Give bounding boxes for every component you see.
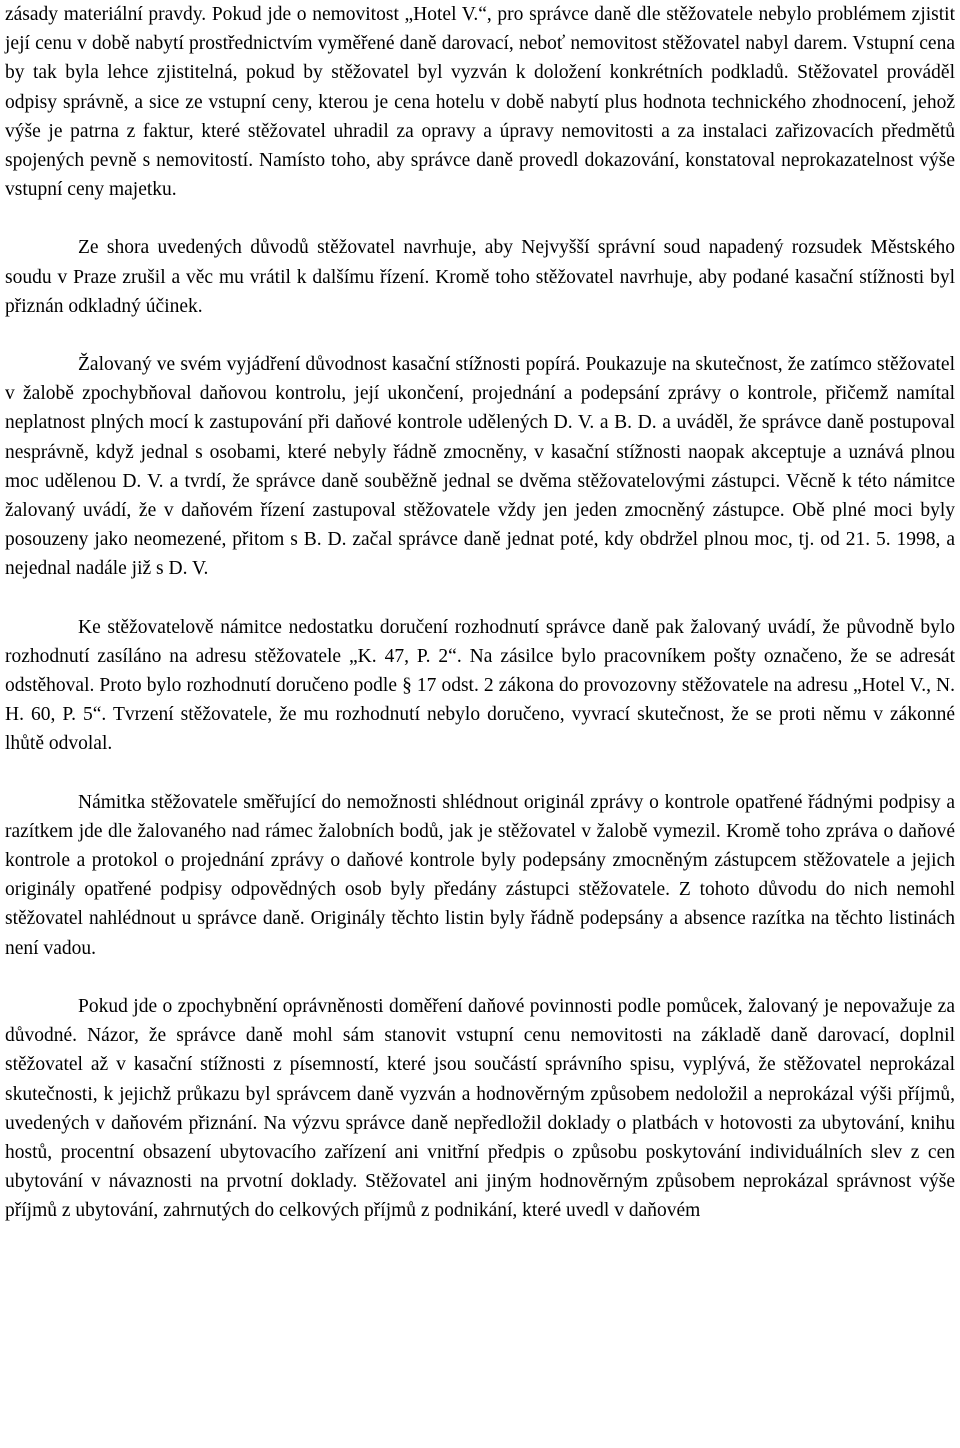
paragraph-gap bbox=[5, 204, 955, 233]
paragraph-gap bbox=[5, 584, 955, 613]
paragraph-5: Námitka stěžovatele směřující do nemožnosti shlédnout originál zprávy o kontrole opatřené řádnými podpisy a razítkem jde dle žalovaného nad rámec žalobních bodů, jak je stěžovatel v žalobě vymezil. Kromě toho zpráva o daňové kontrole a protokol o projednání zprávy o daňové kontrole byly podepsány zmocněným zástupcem stěžovatele a jejich originály opatřené podpisy odpovědných osob byly předány zástupci stěžovatele. Z tohoto důvodu do nich nemohl stěžovatel nahlédnout u správce daně. Originály těchto listin byly řádně podepsány a absence razítka na těchto listinách není vadou. bbox=[5, 791, 955, 959]
paragraph-3: Žalovaný ve svém vyjádření důvodnost kasační stížnosti popírá. Poukazuje na skutečnost, že zatímco stěžovatel v žalobě zpochybňoval daňovou kontrolu, její ukončení, projednání a podepsání zprávy o kontrole, přičemž namítal neplatnost plných mocí k zastupování při daňové kontrole udělených D. V. a B. D. a uváděl, že správce daně postupoval nesprávně, když jednal s osobami, které nebyly řádně zmocněny, v kasační stížnosti naopak akceptuje a uznává plnou moc udělenou D. V. a tvrdí, že správce daně souběžně jednal se dvěma stěžovatelovými zástupci. Věcně k této námitce žalovaný uvádí, že v daňovém řízení zastupoval stěžovatele vždy jen jeden zmocněný zástupce. Obě plné moci byly posouzeny jako neomezené, přitom s B. D. začal správce daně jednat poté, kdy obdržel plnou moc, tj. od 21. 5. 1998, a nejednal nadále již s D. V. bbox=[5, 354, 955, 580]
paragraph-gap bbox=[5, 963, 955, 992]
paragraph-6: Pokud jde o zpochybnění oprávněnosti doměření daňové povinnosti podle pomůcek, žalovaný je nepovažuje za důvodné. Názor, že správce daně mohl sám stanovit vstupní cenu nemovitosti na základě daně darovací, doplnil stěžovatel až v kasační stížnosti z písemností, které jsou součástí správního spisu, vyplývá, že stěžovatel neprokázal skutečnosti, k jejichž průkazu byl správcem daně vyzván a hodnověrným způsobem nedoložil a neprokázal výši příjmů, uvedených v daňovém přiznání. Na výzvu správce daně nepředložil doklady o platbách v hotovosti za ubytování, knihu hostů, procentní obsazení ubytovacího zařízení ani vnitřní předpis o způsobu poskytování individuálních slev z cen ubytování v návaznosti na prvotní doklady. Stěžovatel ani jiným hodnověrným způsobem neprokázal správnost výše příjmů z ubytování, zahrnutých do celkových příjmů z podnikání, které uvedl v daňovém bbox=[5, 995, 955, 1222]
paragraph-4: Ke stěžovatelově námitce nedostatku doručení rozhodnutí správce daně pak žalovaný uvádí, že původně bylo rozhodnutí zasíláno na adresu stěžovatele „K. 47, P. 2“. Na zásilce bylo pracovníkem pošty označeno, že se adresát odstěhoval. Proto bylo rozhodnutí doručeno podle § 17 odst. 2 zákona do provozovny stěžovatele na adresu „Hotel V., N. H. 60, P. 5“. Tvrzení stěžovatele, že mu rozhodnutí nebylo doručeno, vyvrací skutečnost, že se proti němu v zákonné lhůtě odvolal. bbox=[5, 616, 955, 755]
paragraph-gap bbox=[5, 759, 955, 788]
paragraph-gap bbox=[5, 321, 955, 350]
document-page bbox=[5, 0, 955, 1226]
paragraph-2: Ze shora uvedených důvodů stěžovatel navrhuje, aby Nejvyšší správní soud napadený rozsudek Městského soudu v Praze zrušil a věc mu vrátil k dalšímu řízení. Kromě toho stěžovatel navrhuje, aby podané kasační stížnosti byl přiznán odkladný účinek. bbox=[5, 237, 955, 317]
paragraph-1: zásady materiální pravdy. Pokud jde o nemovitost „Hotel V.“, pro správce daně dle stěžovatele nebylo problémem zjistit její cenu v době nabytí prostřednictvím vyměřené daně darovací, neboť nemovitost stěžovatel nabyl darem. Vstupní cena by tak byla lehce zjistitelná, pokud by stěžovatel byl vyzván k doložení konkrétních podkladů. Stěžovatel prováděl odpisy správně, a sice ze vstupní ceny, kterou je cena hotelu v době nabytí plus hodnota technického zhodnocení, jehož výše je patrna z faktur, které stěžovatel uhradil za opravy a úpravy nemovitosti a za instalaci zařizovacích předmětů spojených pevně s nemovitostí. Namísto toho, aby správce daně provedl dokazování, konstatoval neprokazatelnost výše vstupní ceny majetku. bbox=[5, 4, 955, 201]
